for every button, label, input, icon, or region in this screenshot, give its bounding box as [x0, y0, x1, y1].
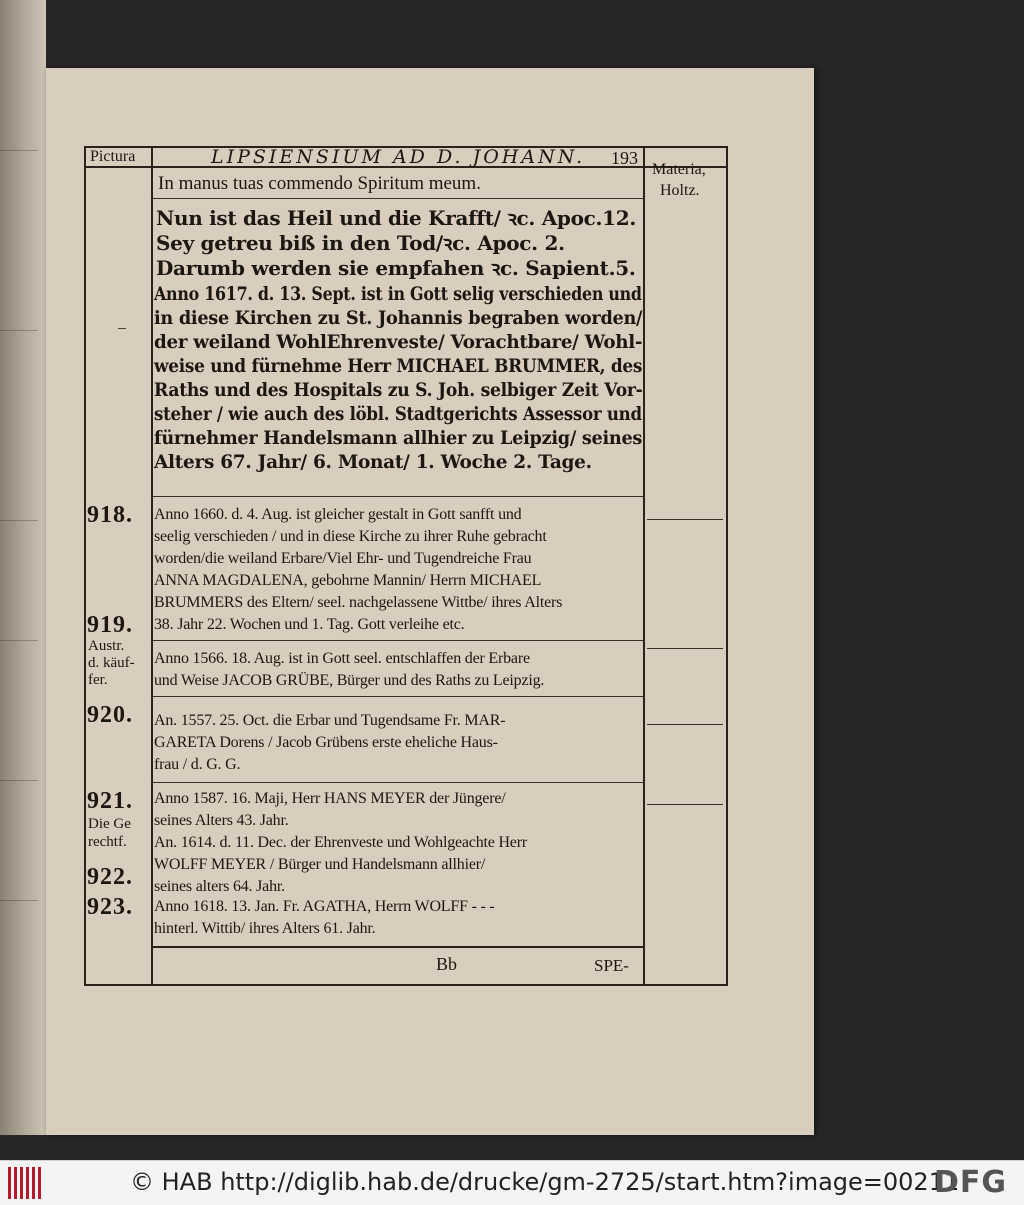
entry-number: 923.	[87, 894, 133, 920]
footer-bar	[0, 1160, 1024, 1205]
copyright-credit[interactable]: © HAB http://diglib.hab.de/drucke/gm-2725/start.htm?image=00211	[130, 1168, 960, 1196]
main-entry-line: Alters 67. Jahr/ 6. Monat/ 1. Woche 2. Tage.	[154, 452, 592, 473]
entry-line: Anno 1618. 13. Jan. Fr. AGATHA, Herrn WOLFF - - -	[154, 898, 495, 915]
entry-line: BRUMMERS des Eltern/ seel. nachgelassene Wittbe/ ihres Alters	[154, 594, 563, 611]
previous-page-edge	[0, 0, 46, 1135]
right-column-rule	[643, 146, 645, 984]
entry-line: Anno 1660. d. 4. Aug. ist gleicher gestalt in Gott sanfft und	[154, 506, 522, 523]
entry-line: 38. Jahr 22. Wochen und 1. Tag. Gott verleihe etc.	[154, 616, 465, 633]
entry-line: seines alters 64. Jahr.	[154, 878, 285, 895]
entry-number: 922.	[87, 864, 133, 890]
entry-rule	[151, 696, 643, 697]
entry-line: worden/die weiland Erbare/Viel Ehr- und Tugendreiche Frau	[154, 550, 532, 567]
verse-line: Sey getreu biß in den Tod/ꝛc. Apoc. 2.	[156, 231, 565, 255]
right-margin-label-2: Holtz.	[660, 182, 700, 199]
main-entry-line: fürnehmer Handelsmann allhier zu Leipzig/ seines	[154, 428, 643, 449]
entry-line: seines Alters 43. Jahr.	[154, 812, 289, 829]
entry-line: Anno 1587. 16. Maji, Herr HANS MEYER der Jüngere/	[154, 790, 506, 807]
entry-number: 918.	[87, 502, 133, 528]
main-entry-line: steher / wie auch des löbl. Stadtgerichts Assessor und	[154, 404, 642, 425]
margin-rule	[647, 804, 723, 805]
entry-line: ANNA MAGDALENA, gebohrne Mannin/ Herrn MICHAEL	[154, 572, 542, 589]
side-note: d. käuf-	[88, 655, 135, 671]
page-number: 193	[611, 148, 638, 168]
verse-line: Darumb werden sie empfahen ꝛc. Sapient.5.	[156, 256, 636, 280]
entry-line: WOLFF MEYER / Bürger und Handelsmann allhier/	[154, 856, 486, 873]
side-note: rechtf.	[88, 834, 127, 850]
entry-line: An. 1614. d. 11. Dec. der Ehrenveste und Wohlgeachte Herr	[154, 834, 527, 851]
entry-line: GARETA Dorens / Jacob Grübens erste eheliche Haus-	[154, 734, 498, 751]
entry-line: hinterl. Wittib/ ihres Alters 61. Jahr.	[154, 920, 376, 937]
entry-rule	[151, 496, 643, 497]
hab-logo-icon	[8, 1167, 46, 1199]
side-note: Austr.	[88, 638, 125, 654]
entry-line: und Weise JACOB GRÜBE, Bürger und des Raths zu Leipzig.	[154, 672, 545, 689]
entry-number: 920.	[87, 702, 133, 728]
margin-rule	[647, 648, 723, 649]
right-margin-label: Materia,	[652, 161, 706, 178]
verse-line: Nun ist das Heil und die Krafft/ ꝛc. Apoc.12.	[156, 206, 637, 230]
running-head: LIPSIENSIUM AD D. JOHANN.	[211, 146, 586, 168]
side-note: fer.	[88, 672, 108, 688]
entry-line: An. 1557. 25. Oct. die Erbar und Tugendsame Fr. MAR-	[154, 712, 506, 729]
side-note: Die Ge	[88, 816, 131, 832]
catchword: SPE-	[594, 956, 629, 975]
entry-line: frau / d. G. G.	[154, 756, 241, 773]
margin-rule	[647, 519, 723, 520]
main-entry-line: Anno 1617. d. 13. Sept. ist in Gott selig verschieden und	[154, 284, 642, 305]
main-entry-line: weise und fürnehme Herr MICHAEL BRUMMER, des	[154, 356, 643, 377]
latin-line: In manus tuas commendo Spiritum meum.	[158, 173, 481, 194]
left-column-rule	[151, 146, 153, 984]
entry-number: 921.	[87, 788, 133, 814]
left-margin-label: Pictura	[90, 148, 136, 165]
main-entry-line: in diese Kirchen zu St. Johannis begraben worden/	[154, 308, 643, 329]
main-entry-line: Raths und des Hospitals zu S. Joh. selbiger Zeit Vor-	[154, 380, 643, 401]
entry-number: 919.	[87, 612, 133, 638]
signature-mark: Bb	[436, 954, 458, 974]
entry-rule	[151, 782, 643, 783]
entry-rule	[151, 640, 643, 641]
book-page	[46, 68, 814, 1135]
margin-rule	[647, 724, 723, 725]
entry-line: seelig verschieden / und in diese Kirche zu ihrer Ruhe gebracht	[154, 528, 547, 545]
latin-rule	[151, 198, 643, 199]
footer-rule	[151, 946, 645, 948]
main-entry-line: der weiland WohlEhrenveste/ Vorachtbare/ Wohl-	[154, 332, 643, 353]
entry-line: Anno 1566. 18. Aug. ist in Gott seel. entschlaffen der Erbare	[154, 650, 530, 667]
dfg-logo: DFG	[934, 1165, 1008, 1200]
